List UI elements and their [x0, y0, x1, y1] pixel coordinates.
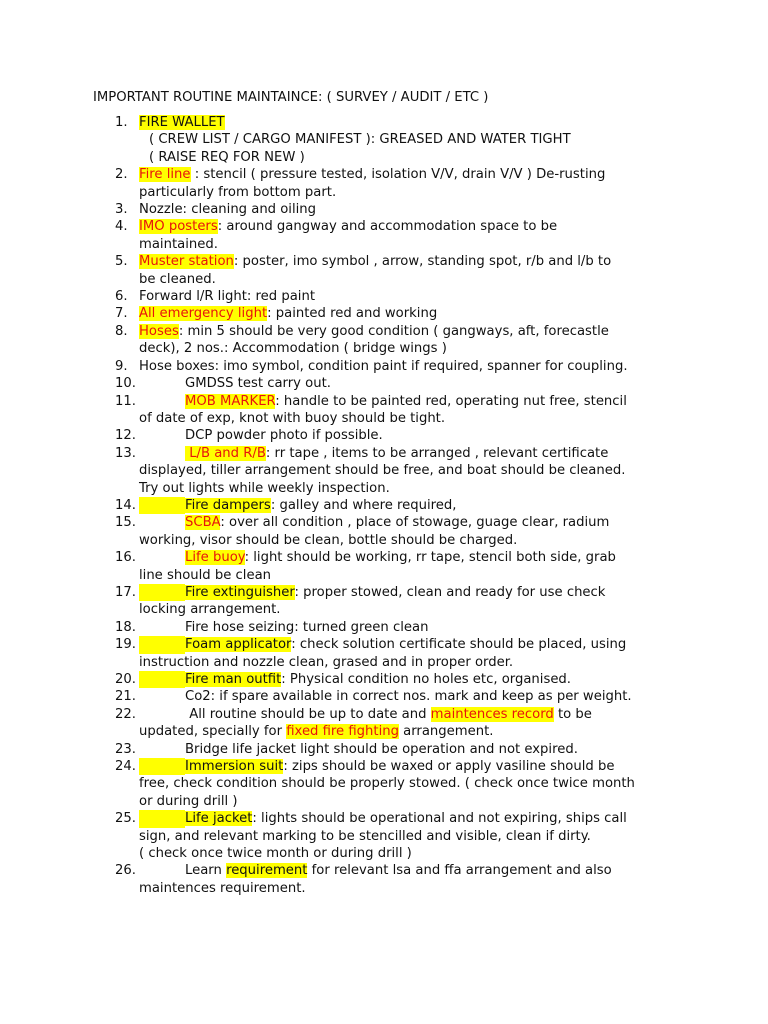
list-item-line — [93, 480, 693, 497]
list-item-line — [93, 340, 693, 357]
highlighted-text: Life buoy — [185, 550, 245, 566]
text-segment: arrangement. — [398, 724, 494, 740]
list-item-line — [93, 131, 693, 148]
list-item-number: 6. — [115, 289, 128, 305]
list-item — [93, 514, 693, 549]
list-item-number: 15. — [115, 515, 136, 531]
list-item-line — [93, 410, 693, 427]
text-segment: Co2: if spare available in correct nos. mark and keep as per weight. — [185, 689, 632, 705]
tab-spacer — [139, 741, 185, 758]
list-item-number: 25. — [115, 811, 136, 827]
list-item-line — [93, 166, 693, 183]
page-title: IMPORTANT ROUTINE MAINTAINCE: ( SURVEY / AUDIT / ETC ) — [93, 90, 489, 105]
list-item-line — [93, 584, 693, 601]
tab-spacer — [139, 706, 185, 723]
list-item — [93, 758, 693, 810]
list-item-line — [93, 636, 693, 653]
tab-spacer — [139, 619, 185, 636]
list-item — [93, 305, 693, 322]
list-item-line — [93, 445, 693, 462]
list-item — [93, 166, 693, 201]
list-item-line — [93, 514, 693, 531]
list-item — [93, 688, 693, 705]
list-item — [93, 201, 693, 218]
text-segment: particularly from bottom part. — [139, 184, 337, 200]
list-item-number: 2. — [115, 167, 128, 183]
highlighted-text: SCBA — [185, 515, 221, 531]
highlighted-text: Immersion suit — [185, 759, 284, 775]
list-item-line — [93, 793, 693, 810]
list-item-number: 22. — [115, 706, 136, 722]
list-item-line — [93, 567, 693, 584]
list-item-line — [93, 532, 693, 549]
list-item-line — [93, 741, 693, 758]
list-item — [93, 358, 693, 375]
text-segment: of date of exp, knot with buoy should be tight. — [139, 410, 446, 426]
list-item-number: 16. — [115, 550, 136, 566]
highlighted-text: Fire dampers — [185, 497, 271, 513]
highlighted-text: IMO posters — [139, 219, 218, 235]
text-segment: : proper stowed, clean and ready for use check — [294, 584, 606, 600]
highlighted-text: maintences record — [430, 706, 554, 722]
list-item-number: 18. — [115, 619, 136, 635]
text-segment: Bridge life jacket light should be operation and not expired. — [185, 741, 578, 757]
text-segment: sign, and relevant marking to be stencilled and visible, clean if dirty. — [139, 828, 591, 844]
list-item-line — [93, 218, 693, 235]
list-item-line — [93, 619, 693, 636]
text-segment: : around gangway and accommodation space to be — [217, 219, 558, 235]
highlighted-text: fixed fire fighting — [286, 724, 399, 740]
list-item-number: 13. — [115, 445, 136, 461]
list-item-line — [93, 375, 693, 392]
list-item-line — [93, 427, 693, 444]
tab-spacer — [139, 393, 185, 410]
list-item-line — [93, 323, 693, 340]
text-segment: : zips should be waxed or apply vasiline should be — [283, 759, 615, 775]
text-segment: : painted red and working — [267, 306, 438, 322]
list-item-number: 7. — [115, 306, 128, 322]
list-item-line — [93, 236, 693, 253]
text-segment: Nozzle: cleaning and oiling — [139, 202, 317, 218]
list-item-number: 21. — [115, 689, 136, 705]
list-item-number: 23. — [115, 741, 136, 757]
text-segment: to be — [553, 706, 592, 722]
text-segment: : stencil ( pressure tested, isolation V/V, drain V/V ) De-rusting — [190, 167, 606, 183]
highlighted-text: Fire line — [139, 167, 191, 183]
text-segment: or during drill ) — [139, 793, 238, 809]
list-item — [93, 375, 693, 392]
list-item — [93, 619, 693, 636]
list-item-line — [93, 880, 693, 897]
list-item-number: 14. — [115, 497, 136, 513]
list-item-line — [93, 845, 693, 862]
text-segment: for relevant lsa and ffa arrangement and also — [307, 863, 612, 879]
list-item-line — [93, 549, 693, 566]
text-segment: maintained. — [139, 236, 218, 252]
list-item-line — [93, 184, 693, 201]
text-segment: : lights should be operational and not expiring, ships call — [252, 811, 627, 827]
list-item-line — [93, 862, 693, 879]
text-segment: : galley and where required, — [270, 497, 457, 513]
list-item — [93, 741, 693, 758]
list-item-number: 12. — [115, 428, 136, 444]
list-item — [93, 218, 693, 253]
list-item — [93, 862, 693, 897]
text-segment: ( check once twice month or during drill ) — [139, 846, 412, 862]
text-segment: : poster, imo symbol , arrow, standing spot, r/b and l/b to — [233, 254, 612, 270]
list-item — [93, 706, 693, 741]
text-segment: updated, specially for — [139, 724, 287, 740]
text-segment: : Physical condition no holes etc, organised. — [281, 672, 572, 687]
text-segment: deck), 2 nos.: Accommodation ( bridge wings ) — [139, 341, 447, 357]
highlighted-text: FIRE WALLET — [139, 115, 225, 130]
list-item — [93, 323, 693, 358]
tab-spacer — [139, 671, 185, 688]
text-segment: : min 5 should be very good condition ( gangways, aft, forecastle — [178, 323, 609, 339]
tab-spacer — [139, 688, 185, 705]
list-item-number: 10. — [115, 376, 136, 392]
list-item — [93, 497, 693, 514]
text-segment: line should be clean — [139, 567, 272, 583]
list-item-line — [93, 253, 693, 270]
list-item-number: 1. — [115, 115, 128, 130]
list-item-number: 24. — [115, 759, 136, 775]
list-item-line — [93, 393, 693, 410]
text-segment: working, visor should be clean, bottle should be charged. — [139, 532, 518, 548]
list-item-line — [93, 828, 693, 845]
list-item-line — [93, 688, 693, 705]
list-item-line — [93, 758, 693, 775]
list-item-number: 26. — [115, 863, 136, 879]
list-item-line — [93, 497, 693, 514]
text-segment: maintences requirement. — [139, 880, 306, 896]
list-item — [93, 427, 693, 444]
list-item — [93, 114, 693, 166]
list-item-number: 20. — [115, 672, 136, 687]
maintenance-list — [93, 114, 693, 897]
text-segment: : check solution certificate should be placed, using — [291, 637, 627, 653]
text-segment: : handle to be painted red, operating nut free, stencil — [275, 393, 627, 409]
text-segment: : over all condition , place of stowage, guage clear, radium — [220, 515, 610, 531]
tab-spacer — [139, 549, 185, 566]
list-item-line — [93, 305, 693, 322]
list-item-line — [93, 810, 693, 827]
tab-spacer — [139, 862, 185, 879]
list-item — [93, 445, 693, 497]
text-segment: GMDSS test carry out. — [185, 376, 331, 392]
list-item-number: 3. — [115, 202, 128, 218]
text-segment: Learn — [185, 863, 227, 879]
highlighted-text: Fire man outfit — [185, 672, 282, 687]
highlighted-text: requirement — [226, 863, 308, 879]
text-segment: displayed, tiller arrangement should be free, and boat should be cleaned. — [139, 463, 626, 479]
text-segment: Forward l/R light: red paint — [139, 289, 316, 305]
list-item-line — [93, 601, 693, 618]
text-segment: locking arrangement. — [139, 602, 281, 618]
text-segment: ( CREW LIST / CARGO MANIFEST ): GREASED AND WATER TIGHT — [149, 132, 571, 148]
list-item-number: 11. — [115, 393, 136, 409]
highlighted-text: MOB MARKER — [185, 393, 276, 409]
text-segment: All routine should be up to date and — [185, 706, 431, 722]
list-item — [93, 671, 693, 688]
list-item — [93, 584, 693, 619]
list-item — [93, 810, 693, 862]
tab-spacer — [139, 584, 185, 601]
list-item-line — [93, 358, 693, 375]
list-item-line — [93, 271, 693, 288]
tab-spacer — [139, 445, 185, 462]
list-item — [93, 636, 693, 671]
text-segment: instruction and nozzle clean, grased and in proper order. — [139, 654, 514, 670]
list-item-number: 4. — [115, 219, 128, 235]
text-segment: Hose boxes: imo symbol, condition paint if required, spanner for coupling. — [139, 358, 628, 374]
text-segment: ( RAISE REQ FOR NEW ) — [149, 149, 305, 165]
text-segment: Try out lights while weekly inspection. — [139, 480, 390, 496]
text-segment: : light should be working, rr tape, stencil both side, grab — [244, 550, 616, 566]
tab-spacer — [139, 636, 185, 653]
text-segment: free, check condition should be properly stowed. ( check once twice month — [139, 776, 635, 792]
list-item-line — [93, 706, 693, 723]
list-item-number: 8. — [115, 323, 128, 339]
list-item-number: 17. — [115, 584, 136, 600]
list-item-line — [93, 775, 693, 792]
highlighted-text: Hoses — [139, 323, 179, 339]
highlighted-text: Foam applicator — [185, 637, 292, 653]
tab-spacer — [139, 427, 185, 444]
list-item-line — [93, 671, 693, 688]
tab-spacer — [139, 758, 185, 775]
list-item-line — [93, 288, 693, 305]
list-item-line — [93, 723, 693, 740]
highlighted-text: Muster station — [139, 254, 234, 270]
text-segment: DCP powder photo if possible. — [185, 428, 383, 444]
list-item — [93, 393, 693, 428]
highlighted-text: L/B and R/B — [185, 445, 266, 461]
list-item — [93, 253, 693, 288]
text-segment: : rr tape , items to be arranged , relevant certificate — [265, 445, 609, 461]
highlighted-text: Fire extinguisher — [185, 584, 295, 600]
tab-spacer — [139, 497, 185, 514]
list-item-line — [93, 149, 693, 166]
text-segment: be cleaned. — [139, 271, 216, 287]
list-item — [93, 288, 693, 305]
list-item-line — [93, 462, 693, 479]
list-item-line — [93, 114, 693, 131]
list-item-number: 19. — [115, 637, 136, 653]
highlighted-text: Life jacket — [185, 811, 253, 827]
tab-spacer — [139, 514, 185, 531]
list-item — [93, 549, 693, 584]
list-item-number: 5. — [115, 254, 128, 270]
text-segment: Fire hose seizing: turned green clean — [185, 619, 429, 635]
list-item-line — [93, 201, 693, 218]
highlighted-text: All emergency light — [139, 306, 268, 322]
tab-spacer — [139, 375, 185, 392]
list-item-line — [93, 654, 693, 671]
tab-spacer — [139, 810, 185, 827]
list-item-number: 9. — [115, 358, 128, 374]
